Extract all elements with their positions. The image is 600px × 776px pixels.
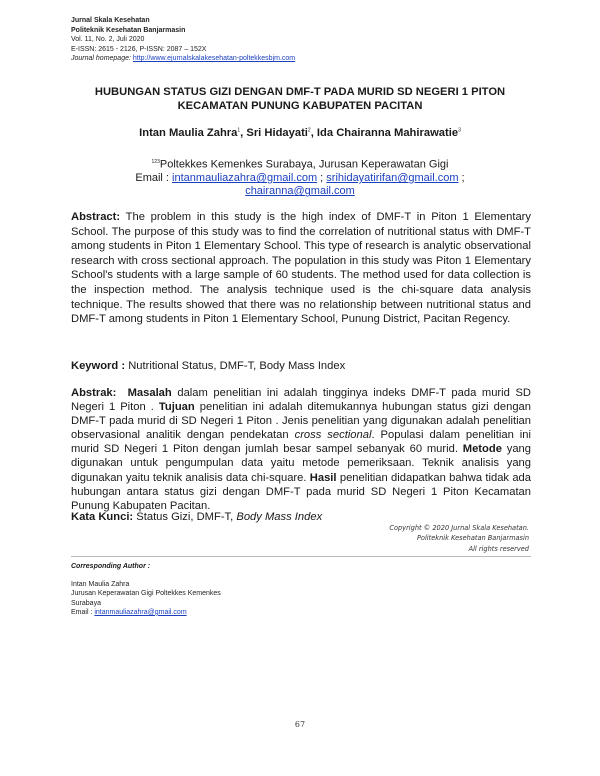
journal-institution: Politeknik Kesehatan Banjarmasin [71, 26, 186, 34]
hasil-label: Hasil [309, 471, 337, 484]
metode-text: yang digunakan untuk pengumpulan data yaitu metode pemeriksaan. Teknik analisis yang digunakan yaitu teknik analisis data chi-square. [71, 443, 531, 484]
cross-sectional-term: cross sectional [294, 429, 372, 442]
author-separator: , [240, 127, 247, 139]
author-3: Ida Chairanna Mahirawatie [316, 127, 459, 139]
copyright-line-3: All rights reserved [468, 544, 529, 553]
copyright-line-1: Copyright © 2020 Jurnal Skala Kesehatan. [389, 524, 529, 532]
copyright-line-2: Politeknik Kesehatan Banjarmasin [416, 534, 529, 543]
abstract-indonesian [71, 386, 531, 513]
corresponding-author [71, 580, 221, 617]
email-line-2 [90, 185, 510, 198]
corresponding-name: Intan Maulia Zahra [71, 581, 130, 588]
journal-homepage [71, 54, 295, 64]
author-2-sup: 2 [307, 127, 311, 134]
corresponding-email-link[interactable]: intanmauliazahra@gmail.com [94, 608, 187, 616]
journal-header [71, 16, 295, 64]
author-list [60, 127, 540, 139]
journal-name: Jurnal Skala Kesehatan [71, 17, 150, 24]
masalah-text: dalam penelitian ini adalah tingginya indeks DMF-T pada murid SD Negeri 1 Piton . [71, 387, 531, 414]
keyword-text: Nutritional Status, DMF-T, Body Mass Index [125, 360, 346, 372]
paper-title [60, 86, 540, 113]
corresponding-heading: Corresponding Author : [71, 563, 151, 570]
affiliation [90, 156, 510, 199]
author-2: Sri Hidayati [246, 127, 308, 139]
tujuan-label: Tujuan [158, 401, 195, 414]
abstract-label: Abstract: [71, 211, 121, 223]
author-1-sup: 1 [237, 127, 241, 134]
section-divider [71, 556, 531, 557]
page-number: 67 [294, 720, 306, 729]
affiliation-line [90, 156, 510, 172]
hasil-text: penelitian didapatkan bahwa tidak ada hubungan antara status gizi dengan DMF-T pada murid SD Negeri 1 Piton Kecamatan Punung Kabupaten Pacitan. [71, 471, 531, 512]
title-line-1: HUBUNGAN STATUS GIZI DENGAN DMF-T PADA MURID SD NEGERI 1 PITON [94, 86, 506, 98]
copyright-notice [389, 523, 529, 554]
kata-kunci-label: Kata Kunci: [71, 511, 134, 523]
author-1: Intan Maulia Zahra [139, 127, 238, 139]
email-link-1[interactable]: intanmauliazahra@gmail.com [172, 172, 318, 185]
email-link-3[interactable]: chairanna@gmail.com [245, 185, 355, 198]
email-line [90, 172, 510, 185]
email-link-2[interactable]: srihidayatirifan@gmail.com [326, 172, 459, 185]
journal-issn: E-ISSN: 2615 - 2126, P-ISSN: 2087 – 152X [71, 45, 207, 53]
corresponding-dept: Jurusan Keperawatan Gigi Poltekkes Kemenkes [71, 590, 221, 598]
kata-kunci-italic: Body Mass Index [236, 511, 323, 523]
abstract-english [71, 210, 531, 327]
email-separator: ; [458, 172, 465, 185]
corresponding-city: Surabaya [71, 599, 101, 607]
author-separator: , [310, 127, 317, 139]
keywords-english [71, 359, 531, 374]
homepage-label: Journal homepage: [71, 55, 133, 63]
corresponding-email-label: Email : [71, 608, 95, 616]
populasi-text: . Populasi dalam penelitian ini murid SD Negeri 1 Piton dengan jumlah besar sampel sebanyak 60 murid. [71, 429, 531, 456]
abstract-text: The problem in this study is the high index of DMF-T in Piton 1 Elementary School. The purpose of this study was to find the correlation of nutritional status with DMF-T among students in Piton 1 Elementary School. This type of research is analytic observational research with cross sectional approach. The population in this study was Piton 1 Elementary School's students with a large sample of 60 students. The method used for data collection is the inspection method. The analysis technique used is the chi-square data analysis technique. The results showed that there was no relationship between nutritional status and DMF-T among students in Piton 1 Elementary School, Punung District, Pacitan Regency. [71, 211, 531, 326]
keyword-label: Keyword : [71, 360, 126, 372]
homepage-link[interactable]: http://www.ejurnalskalakesehatan-poltekkesbjm.com [132, 55, 296, 63]
tujuan-text: penelitian ini adalah ditemukannya hubungan status gizi dengan DMF-T pada murid di SD Negeri 1 Piton . Jenis penelitian yang digunakan adalah penelitian observasional analitik dengan pendekatan [71, 401, 531, 442]
author-3-sup: 3 [458, 127, 461, 134]
affiliation-sup: 123 [151, 159, 160, 165]
abstrak-label: Abstrak: [71, 387, 117, 399]
metode-label: Metode [462, 443, 502, 456]
kata-kunci-text: Status Gizi, DMF-T, [133, 511, 237, 523]
corresponding-email-line [71, 608, 221, 617]
email-separator: ; [317, 172, 327, 185]
journal-volume: Vol. 11, No. 2, Juli 2020 [71, 36, 145, 44]
masalah-label: Masalah [127, 387, 172, 399]
affiliation-text: Poltekkes Kemenkes Surabaya, Jurusan Keperawatan Gigi [159, 158, 449, 171]
title-line-2: KECAMATAN PUNUNG KABUPATEN PACITAN [177, 99, 423, 112]
email-label: Email : [135, 172, 173, 185]
